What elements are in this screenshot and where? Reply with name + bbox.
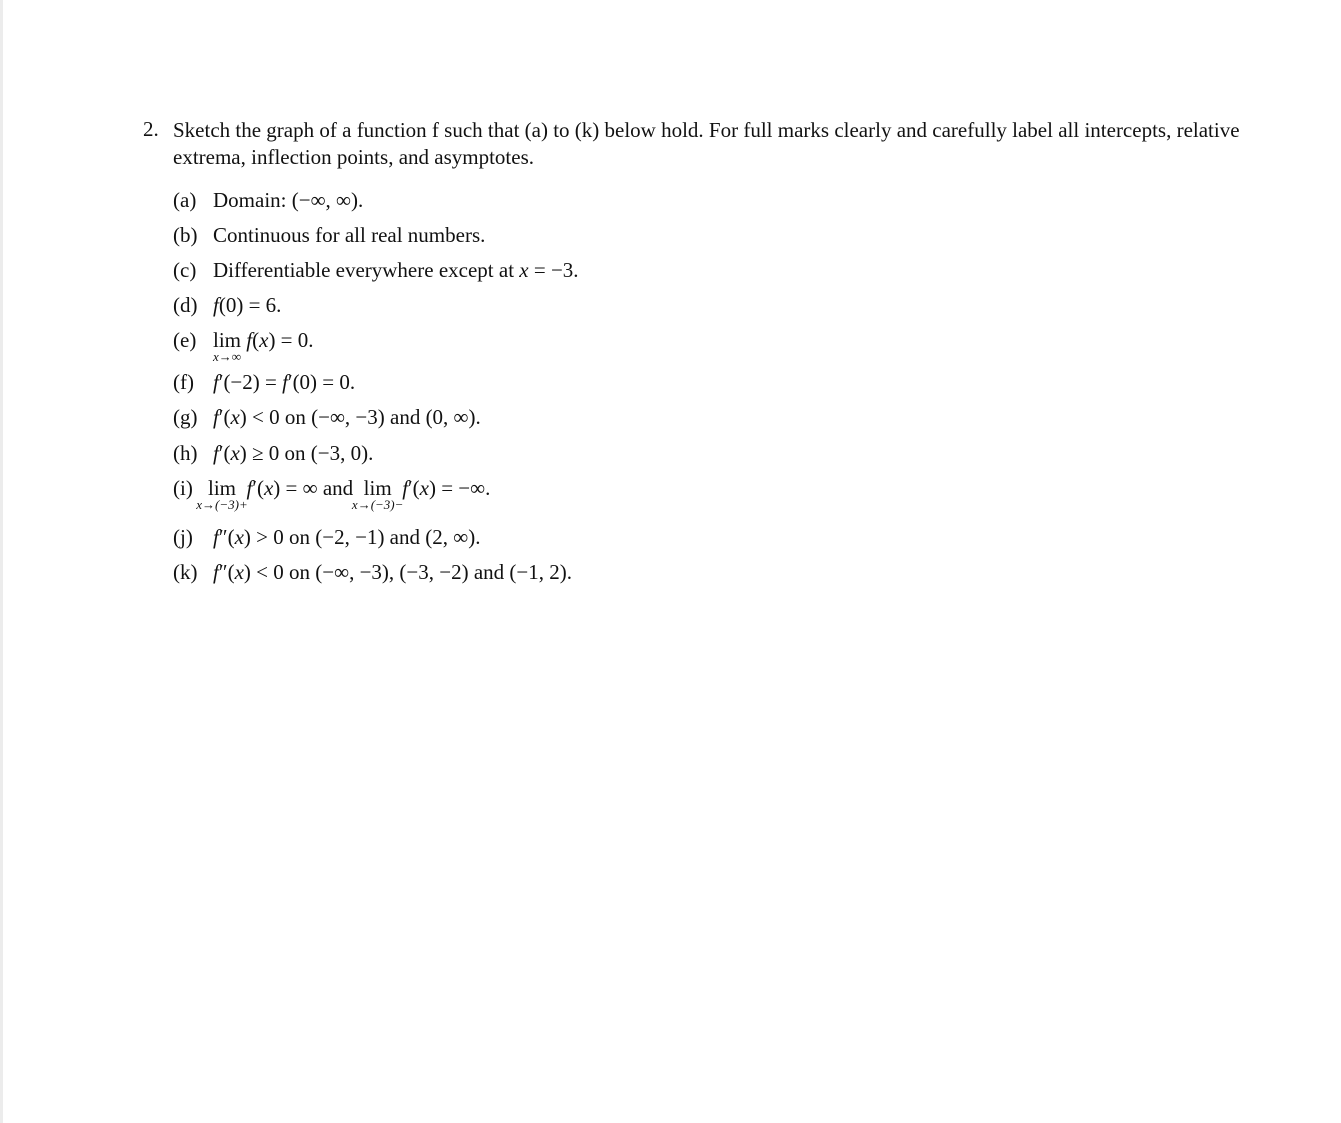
condition-text [213,525,480,550]
math-variable: x [419,476,429,500]
lim-subscript: x→(−3)− [351,497,404,512]
text-segment: ″( [218,525,235,549]
limit-operator [212,328,242,364]
text-segment: ′( [218,405,231,429]
lim-text: lim [213,328,242,352]
text-segment: ′( [408,476,420,500]
math-variable: x [259,328,269,352]
condition-label: (e) [173,328,197,352]
condition-text [213,223,485,248]
condition-text [213,258,579,283]
text-segment: (0) = 6. [218,293,282,317]
condition-text [213,560,572,585]
condition-label: (j) [173,525,193,549]
condition-label: (b) [173,223,198,247]
condition-text [213,188,363,213]
condition-label: (i) [173,476,193,500]
text-segment: ) = ∞ and [273,476,364,500]
text-segment: ″( [218,560,235,584]
condition-label: (g) [173,405,198,429]
math-variable: x [519,258,529,282]
page-edge [0,0,3,1123]
math-variable: f [402,476,409,500]
lim-text: lim [363,476,392,500]
text-segment: Domain: (−∞, ∞). [213,188,364,212]
question-text: Sketch the graph of a function f such that (a) to (k) below hold. For full marks clearly and carefully label all intercepts, relative extrema, inflection points, and asymptotes. [173,118,1240,169]
text-segment: Continuous for all real numbers. [213,223,486,247]
text-segment: ′( [252,476,264,500]
condition-label: (d) [173,293,198,317]
condition-text [213,441,373,466]
math-variable: f [213,293,219,317]
math-variable: f [246,328,253,352]
text-segment: ) < 0 on (−∞, −3), (−3, −2) and (−1, 2). [243,560,572,584]
text-segment: ) < 0 on (−∞, −3) and (0, ∞). [239,405,481,429]
math-variable: x [230,405,240,429]
condition-label: (c) [173,258,197,282]
text-segment: ) = 0. [268,328,314,352]
condition-label: (k) [173,560,198,584]
condition-text [213,370,355,395]
question-number: 2. [143,117,159,141]
condition-label: (h) [173,441,198,465]
math-variable: f [213,370,219,394]
condition-text [196,476,491,512]
condition-text [212,328,314,364]
text-segment: ) > 0 on (−2, −1) and (2, ∞). [243,525,481,549]
math-variable: x [263,476,274,500]
math-variable: f [213,405,219,429]
lim-subscript: x→(−3)+ [196,497,248,512]
lim-text: lim [208,476,237,500]
text-segment: ) ≥ 0 on (−3, 0). [239,441,374,465]
math-variable: x [234,525,244,549]
limit-operator [351,476,404,512]
math-variable: f [246,476,253,500]
math-variable: f [213,560,219,584]
math-variable: f [213,441,219,465]
lim-subscript: x→∞ [212,349,242,364]
text-segment: ′( [218,441,231,465]
text-segment: ) = −∞. [428,476,491,500]
math-variable: x [230,441,240,465]
text-segment: Differentiable everywhere except at [213,258,520,282]
text-segment: ′(0) = 0. [287,370,356,394]
math-variable: f [213,525,219,549]
condition-text [213,293,281,318]
condition-text [213,405,481,430]
text-segment: = −3. [528,258,579,282]
condition-label: (a) [173,188,197,212]
condition-label: (f) [173,370,194,394]
math-variable: f [282,370,288,394]
limit-operator [196,476,248,512]
text-segment: ′(−2) = [218,370,283,394]
math-variable: x [234,560,244,584]
text-segment: ( [252,328,260,352]
